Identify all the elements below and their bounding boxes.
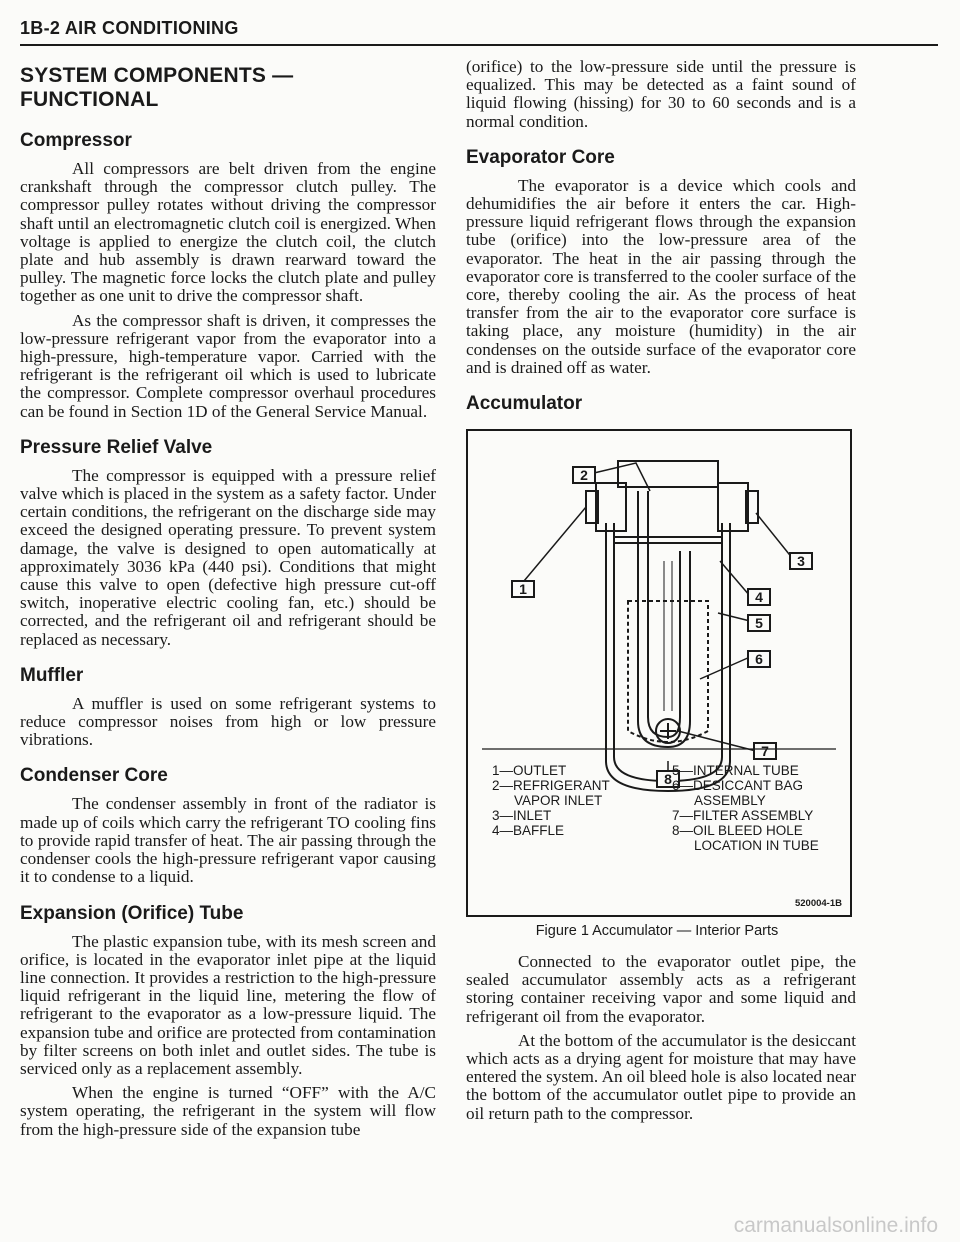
- callout-2: 2: [580, 467, 588, 484]
- legend-item-1: 1—OUTLET: [492, 763, 567, 779]
- compressor-heading: Compressor: [20, 130, 132, 151]
- legend-item-8-cont: LOCATION IN TUBE: [694, 838, 819, 854]
- accumulator-paragraph-1: Connected to the evaporator outlet pipe, the sealed accumulator assembly acts as a refrigerant storing container receiving vapor and some liquid and refrigerant oil from the evaporator.: [466, 952, 856, 1026]
- legend-item-2: 2—REFRIGERANT: [492, 778, 610, 794]
- legend-right-column: [672, 763, 819, 853]
- condenser-heading: Condenser Core: [20, 765, 168, 787]
- callout-6: 6: [755, 651, 763, 668]
- legend-item-6-cont: ASSEMBLY: [694, 793, 766, 809]
- legend-item-5: 5—INTERNAL TUBE: [672, 763, 799, 779]
- header-rule: [20, 44, 938, 46]
- expansion-continued-paragraph: (orifice) to the low-pressure side until the pressure is equalized. This may be detected as a faint sound of liquid flowing (hissing) for 30 to 60 seconds and is a normal condition.: [466, 57, 856, 131]
- compressor-paragraph-2: As the compressor shaft is driven, it compresses the low-pressure refrigerant vapor from the evaporator into a high-pressure, high-temperature vapor. Carried with the refrigerant is the refrigerant oil which is used to lubricate the compressor. Complete compressor overhaul procedures can be found in Section 1D of the General Service Manual.: [20, 310, 436, 421]
- expansion-tube-paragraph-2: When the engine is turned “OFF” with the A/C system operating, the refrigerant in the system will flow from the high-pressure side of the expansion tube: [20, 1083, 436, 1139]
- legend-item-6: 6—DESICCANT BAG: [672, 778, 804, 794]
- accumulator-paragraph-2: At the bottom of the accumulator is the desiccant which acts as a drying agent for moisture that may have entered the system. An oil bleed hole is also located near the bottom of the accumulator outlet pipe to provide an oil return path to the compressor.: [466, 1030, 856, 1123]
- compressor-paragraph-1: All compressors are belt driven from the engine crankshaft through the compressor clutch pulley. The compressor pulley rotates without driving the compressor shaft until an electromagnetic clutch coil is energized. When voltage is applied to energize the clutch coil, the clutch plate and hub assembly is drawn rearward toward the pulley. The magnetic force locks the clutch plate and pulley together as one unit to drive the compressor shaft.: [20, 159, 437, 306]
- page-header: 1B-2 AIR CONDITIONING: [20, 18, 239, 38]
- left-column: [20, 58, 436, 1145]
- condenser-paragraph: The condenser assembly in front of the radiator is made up of coils which carry the refrigerant TO cooling fins to provide rapid transfer of heat. The air passing through the condenser cools the high-pressure refrigerant vapor causing it to condense to a liquid.: [20, 794, 436, 887]
- expansion-tube-heading: Expansion (Orifice) Tube: [20, 902, 244, 924]
- section-title: SYSTEM COMPONENTS — FUNCTIONAL: [20, 64, 294, 111]
- legend-item-2-cont: VAPOR INLET: [514, 793, 603, 809]
- callout-7: 7: [761, 743, 769, 760]
- legend-item-8: 8—OIL BLEED HOLE: [672, 823, 803, 839]
- accumulator-heading: Accumulator: [466, 393, 583, 415]
- baffle: [614, 537, 722, 543]
- legend-item-7: 7—FILTER ASSEMBLY: [672, 808, 814, 824]
- callout-8: 8: [664, 771, 672, 788]
- accumulator-top-cap: [618, 461, 718, 487]
- legend-item-3: 3—INLET: [492, 808, 552, 824]
- accumulator-figure: [466, 429, 852, 917]
- callout-3: 3: [797, 553, 805, 570]
- callout-5: 5: [755, 615, 763, 632]
- expansion-tube-paragraph-1: The plastic expansion tube, with its mesh screen and orifice, is located in the evaporator inlet pipe at the liquid line connection. It provides a restriction to the high-pressure liquid refrigerant in the liquid line, metering the flow of refrigerant to the evaporator as a low-pressure liquid. The expansion tube and orifice are protected from contamination by filter screens on both inlet and outlet sides. The tube is serviced only as a replacement assembly.: [20, 931, 436, 1078]
- muffler-heading: Muffler: [20, 664, 84, 686]
- outlet-fitting: [596, 483, 626, 531]
- evaporator-heading: Evaporator Core: [466, 146, 615, 168]
- right-column: [466, 58, 856, 1129]
- watermark: carmanualsonline.info: [733, 1214, 938, 1237]
- legend-left-column: [492, 763, 610, 838]
- legend-item-4: 4—BAFFLE: [492, 823, 565, 839]
- accumulator-shell: [606, 523, 730, 791]
- figure-caption: Figure 1 Accumulator — Interior Parts: [535, 923, 779, 940]
- callout-1: 1: [519, 581, 527, 598]
- relief-valve-paragraph: The compressor is equipped with a pressure relief valve which is placed in the system as a safety factor. Under certain conditions, the refrigerant on the discharge side may exceed the designed operating pressure. To prevent system damage, the valve is designed to open automatically at approximately 3036 kPa (440 psi). Conditions that might cause this valve to open (defective high pressure cut-off switch, inoperative electric cooling fan, etc.) should be corrected, and the refrigerant oil and refrigerant should be replaced as necessary.: [20, 465, 436, 649]
- evaporator-paragraph: The evaporator is a device which cools and dehumidifies the air before it enters the car. High-pressure liquid refrigerant flows through the expansion tube (orifice) into the low-pressure area of the evaporator. The heat in the air passing through the evaporator core is transferred to the cooler surface of the core, thereby cooling the air. As the process of heat transfer from the air to the evaporator core surface is taking place, any moisture (humidity) in the air condenses on the outside surface of the evaporator core and is drained off as water.: [466, 175, 856, 377]
- figure-code: 520004-1B: [794, 898, 842, 910]
- muffler-paragraph: A muffler is used on some refrigerant systems to reduce compressor noises from high or low pressure vibrations.: [20, 693, 436, 750]
- callout-4: 4: [755, 589, 763, 606]
- relief-valve-heading: Pressure Relief Valve: [20, 436, 213, 458]
- desiccant-bag: [628, 601, 708, 742]
